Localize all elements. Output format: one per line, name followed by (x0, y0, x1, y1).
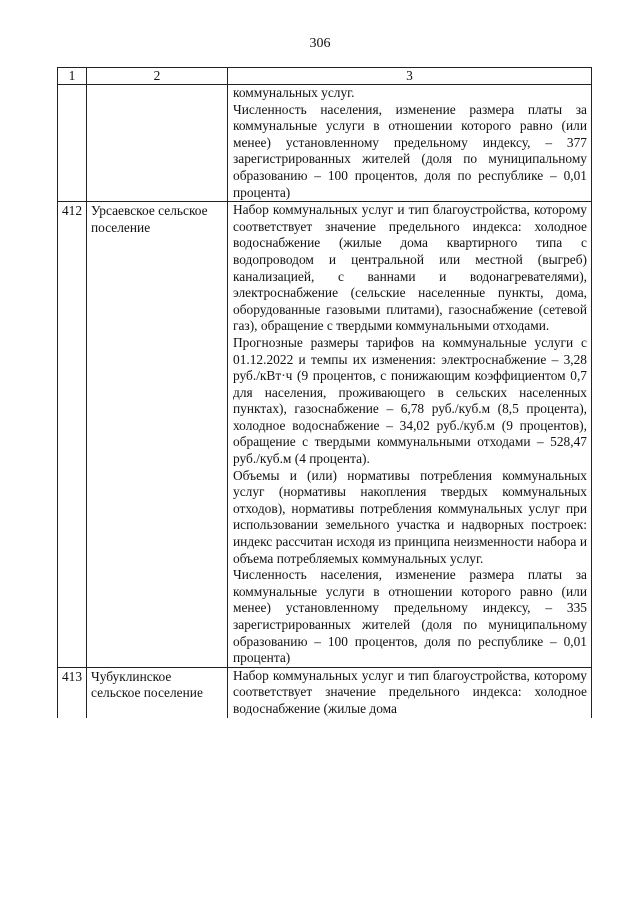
table-header-row (58, 68, 592, 85)
description-paragraph: Прогнозные размеры тарифов на коммунальные услуги с 01.12.2022 и темпы их изменения: электроснабжение – 3,28 руб./кВт·ч (9 процентов, с понижающим коэффициентом 0,7 для населения, проживающего в сельских населенных пунктах), газоснабжение – 6,78 руб./куб.м (8,5 процента), холодное водоснабжение – 34,02 руб./куб.м (9 процентов), обращение с твердыми коммунальными отходами – 528,47 руб./куб.м (4 процента). (233, 334, 587, 467)
description-cell (228, 85, 592, 202)
table-row (58, 667, 592, 717)
header-col-3: 3 (228, 68, 592, 85)
settlement-name: Урсаевское сельское поселение (87, 202, 228, 668)
tariff-table (57, 67, 592, 718)
description-cell (228, 667, 592, 717)
description-paragraph: Численность населения, изменение размера платы за коммунальные услуги в отношении которого равно (или менее) установленному предельному индексу, – 377 зарегистрированных жителей (доля по муниципальному образованию – 100 процентов, доля по республике – 0,01 процента) (233, 101, 587, 200)
header-col-1: 1 (58, 68, 87, 85)
settlement-name (87, 85, 228, 202)
description-cell (228, 202, 592, 668)
header-col-2: 2 (87, 68, 228, 85)
settlement-name: Чубуклинское сельское поселение (87, 667, 228, 717)
row-number: 412 (58, 202, 87, 668)
row-number (58, 85, 87, 202)
description-paragraph: Численность населения, изменение размера платы за коммунальные услуги в отношении которого равно (или менее) установленному предельному индексу, – 335 зарегистрированных жителей (доля по муниципальному образованию – 100 процентов, доля по республике – 0,01 процента) (233, 567, 587, 666)
description-paragraph: коммунальных услуг. (233, 85, 355, 100)
table-row (58, 85, 592, 202)
table-row (58, 202, 592, 668)
description-paragraph: Объемы и (или) нормативы потребления коммунальных услуг (нормативы накопления твердых коммунальных отходов), нормативы потребления коммунальных услуг при использовании земельного участка и надворных построек: индекс рассчитан исходя из принципа неизменности набора и объема потребляемых коммунальных услуг. (233, 467, 587, 566)
page-number: 306 (309, 36, 331, 51)
description-paragraph: Набор коммунальных услуг и тип благоустройства, которому соответствует значение предельного индекса: холодное водоснабжение (жилые дома (233, 667, 587, 716)
row-number: 413 (58, 667, 87, 717)
description-paragraph: Набор коммунальных услуг и тип благоустройства, которому соответствует значение предельного индекса: холодное водоснабжение (жилые дома квартирного типа с водопроводом и центральной или местной (выгреб) канализацией, с ваннами и водонагревателями), электроснабжение (сельские населенные пункты, дома, оборудованные газовыми плитами), газоснабжение (сетевой газ), обращение с твердыми коммунальными отходами. (233, 202, 587, 334)
